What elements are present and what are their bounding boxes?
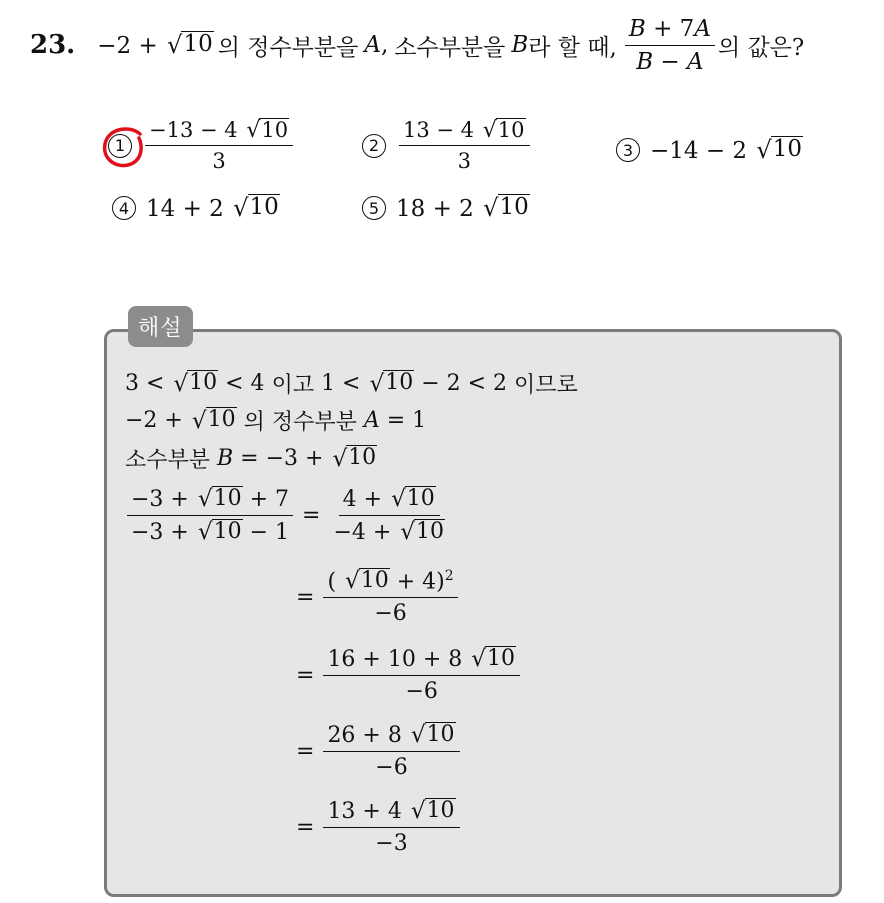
question-text-2: 소수부분을 bbox=[394, 34, 506, 61]
solution-step-2: = ( √ 10 + 4)$^2$ −6 bbox=[296, 568, 461, 626]
choice-1[interactable]: 1 −13 − 4 √ 10 3 bbox=[108, 118, 296, 173]
solution-step-5: = 13 + 4 √ 10 −3 bbox=[296, 798, 463, 856]
question-line: 23. −2 + √ 10 의 정수부분을 A, 소수부분을 B 라 할 때, $\frac{B + 7A}{B - A}$ 의 값은? bbox=[30, 15, 805, 75]
choice-5[interactable]: 5 18 + 2 √ 10 bbox=[362, 194, 530, 222]
choice-mark: 1 bbox=[108, 134, 132, 158]
question-expr: −2 + √ 10 bbox=[97, 30, 213, 60]
choice-mark: 5 bbox=[362, 196, 386, 220]
question-number: 23. bbox=[30, 30, 76, 60]
solution-step-1: −3 + √ 10 + 7 −3 + √ 10 − 1 = 4 + √ 10 −4 + √ 10 bbox=[124, 486, 452, 545]
solution-line-3: 소수부분 B = −3 + √ 10 bbox=[125, 445, 377, 473]
choice-3[interactable]: 3 −14 − 2 √ 10 bbox=[616, 136, 803, 164]
choice-2[interactable]: 2 13 − 4 √ 10 3 bbox=[362, 118, 533, 173]
solution-step-4: = 26 + 8 √ 10 −6 bbox=[296, 722, 463, 780]
choice-mark: 2 bbox=[362, 134, 386, 158]
question-text-4: 의 값은? bbox=[717, 34, 805, 61]
choice-mark: 4 bbox=[112, 196, 136, 220]
solution-line-2: −2 + √ 10 의 정수부분 A = 1 bbox=[125, 407, 427, 435]
question-text-1: 의 정수부분을 bbox=[217, 34, 359, 61]
choice-mark: 3 bbox=[616, 138, 640, 162]
question-text-3: 라 할 때, bbox=[528, 34, 617, 61]
solution-label: 해설 bbox=[128, 306, 193, 347]
solution-step-3: = 16 + 10 + 8 √ 10 −6 bbox=[296, 646, 523, 704]
question-fraction: $\frac{B + 7A}{B - A}$ bbox=[625, 16, 715, 75]
solution-line-1: 3 < √ 10 < 4 이고 1 < √ 10 − 2 < 2 이므로 bbox=[125, 370, 578, 398]
choice-4[interactable]: 4 14 + 2 √ 10 bbox=[112, 194, 280, 222]
